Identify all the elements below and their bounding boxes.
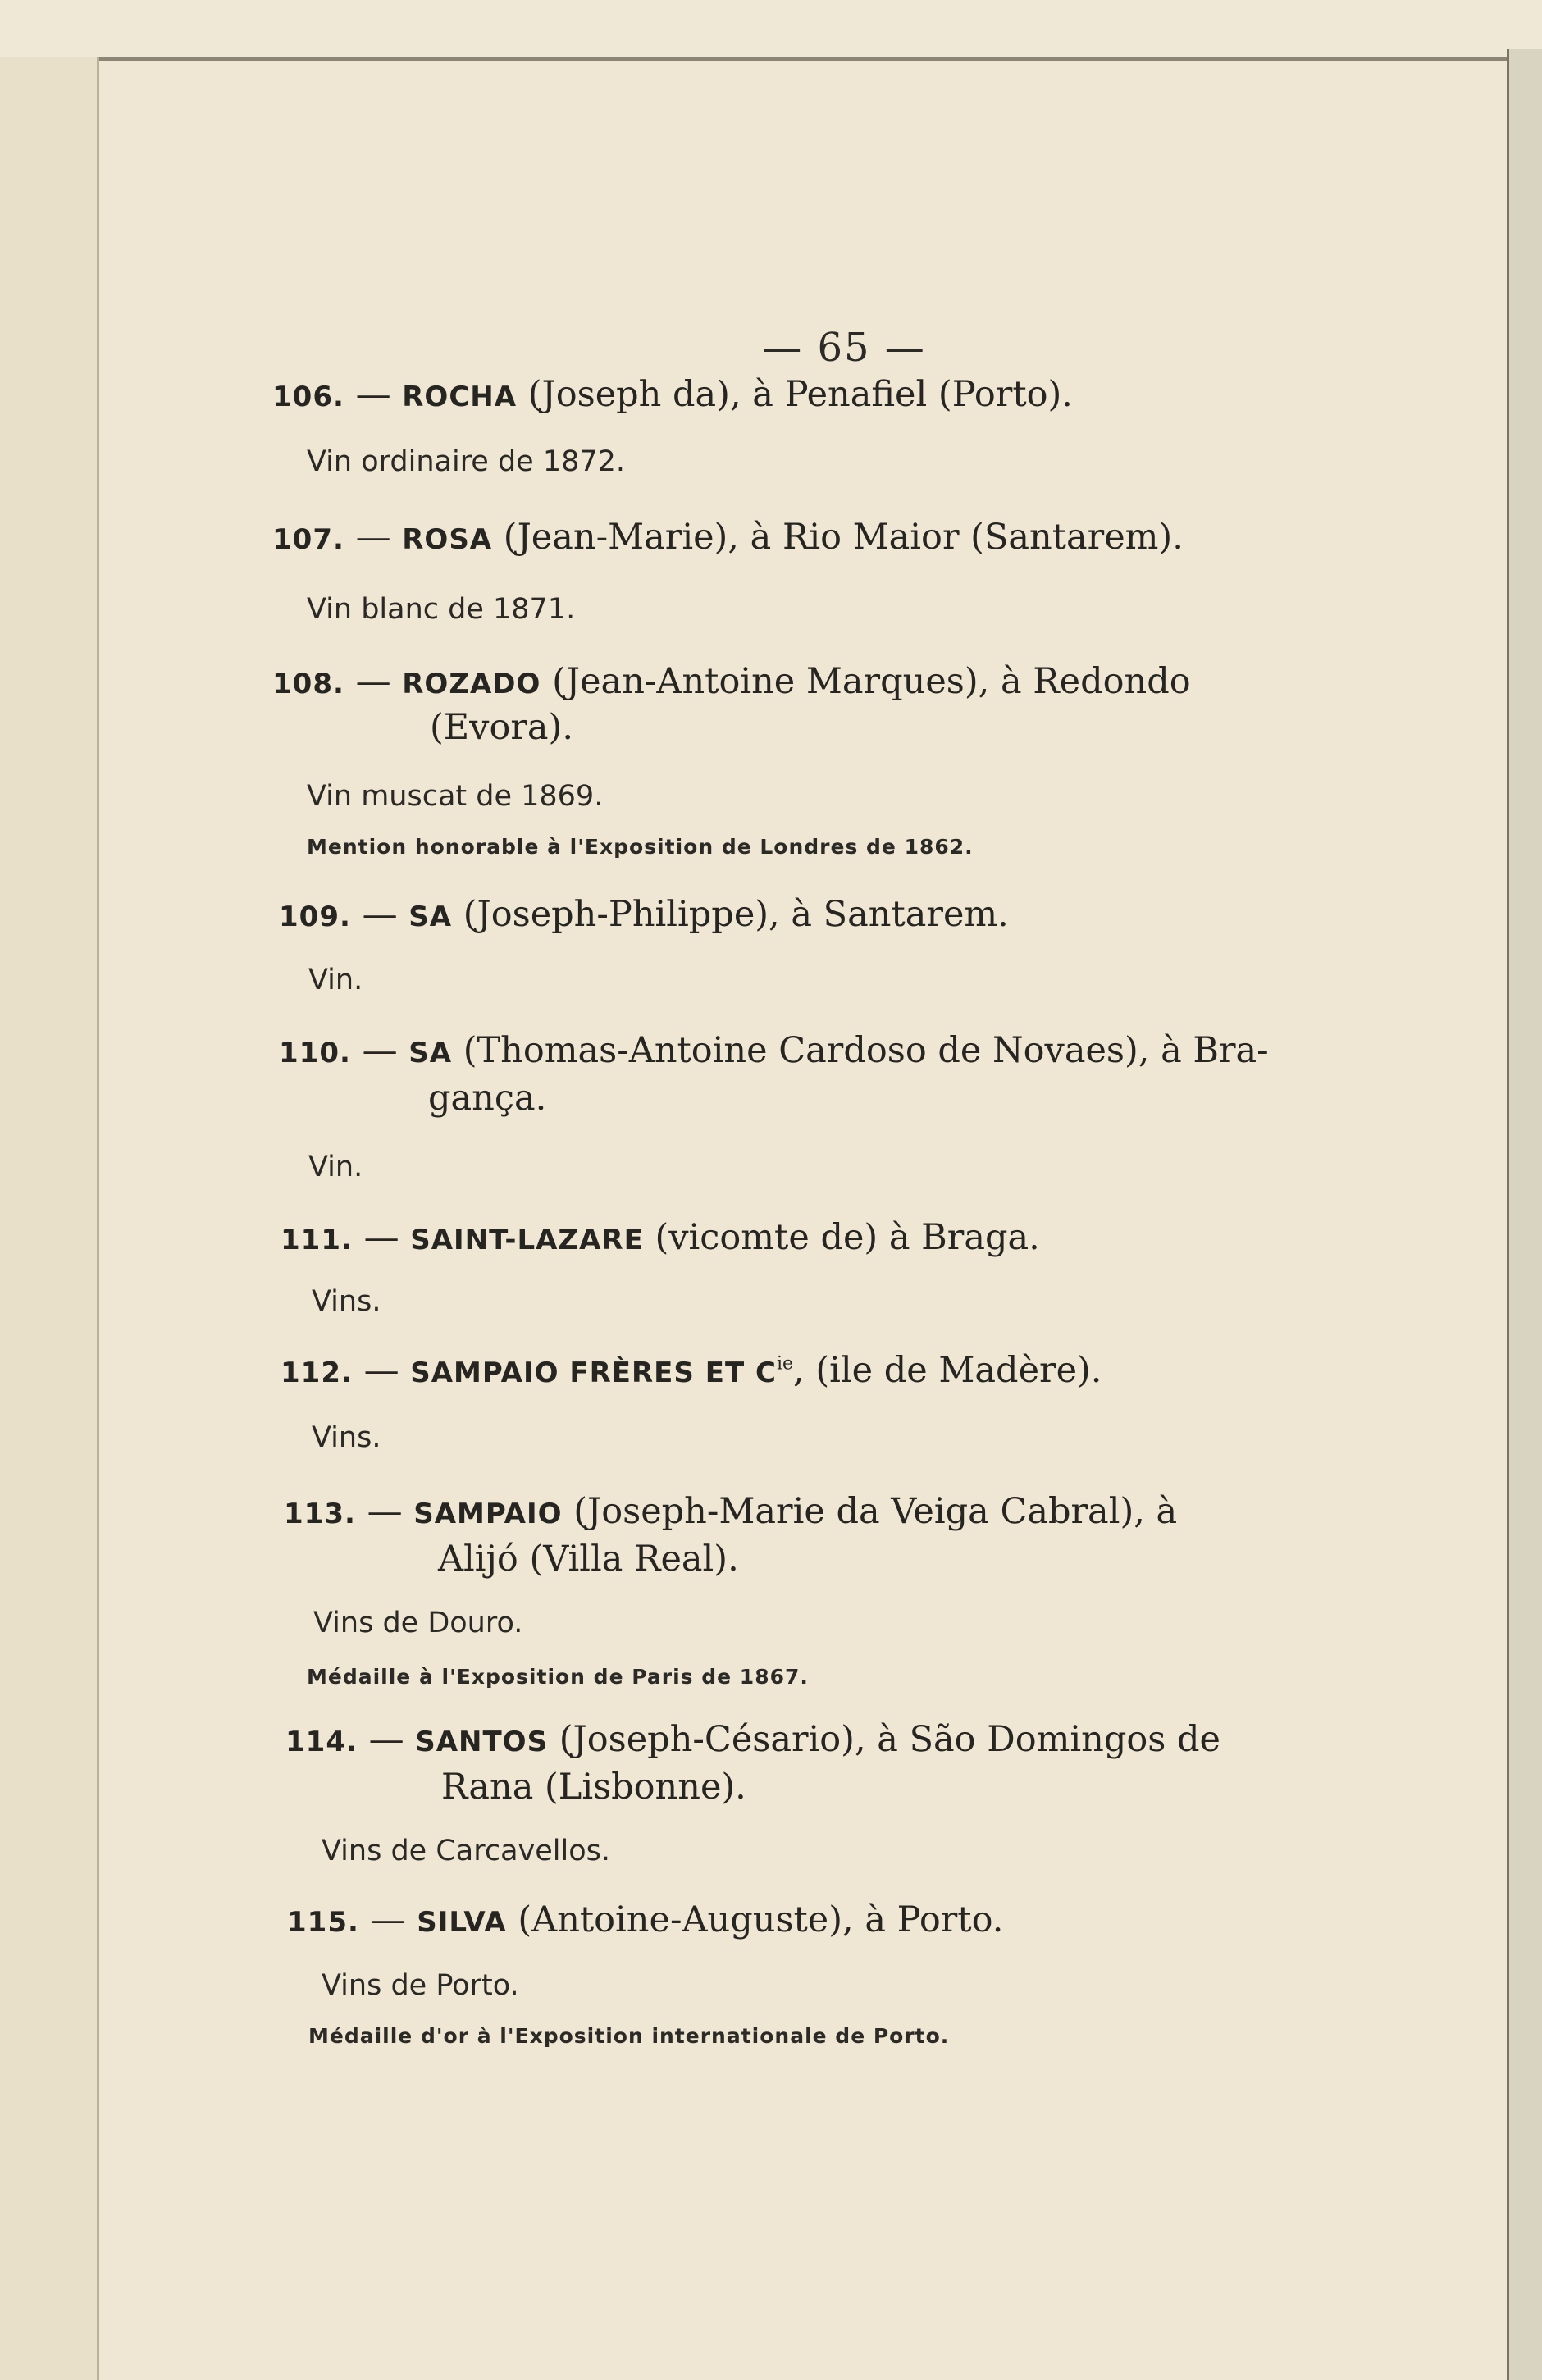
entry-106-product: Vin ordinaire de 1872. <box>307 445 626 478</box>
exhibitor-name: SAMPAIO FRÈRES ET C <box>410 1356 777 1389</box>
entry-114-heading-cont: Rana (Lisbonne). <box>441 1767 746 1808</box>
exhibitor-details: (Joseph da), à Penafiel (Porto). <box>527 374 1073 415</box>
entry-108-product: Vin muscat de 1869. <box>307 780 604 813</box>
entry-number: 113. <box>284 1498 356 1530</box>
entry-109-product: Vin. <box>308 964 363 996</box>
entry-number: 110. <box>279 1037 351 1069</box>
exhibitor-name: SA <box>408 900 453 933</box>
book-fore-edge <box>1507 49 1542 2380</box>
entry-112-heading <box>281 1350 1102 1391</box>
exhibitor-name: ROSA <box>402 523 493 556</box>
entry-108-heading-cont: (Evora). <box>430 707 573 748</box>
entry-110-product: Vin. <box>308 1151 363 1183</box>
exhibitor-details: (Joseph-Marie da Veiga Cabral), à <box>573 1491 1178 1532</box>
entry-113-heading-cont: Alijó (Villa Real). <box>438 1539 739 1580</box>
exhibitor-details: (Joseph-Césario), à São Domingos de <box>559 1719 1220 1760</box>
entry-111-heading <box>281 1217 1040 1258</box>
entry-dash: — <box>355 374 391 415</box>
page-number: — 65 — <box>762 325 926 371</box>
exhibitor-name: SAINT-LAZARE <box>410 1224 644 1256</box>
entry-number: 107. <box>272 523 344 556</box>
entry-111-product: Vins. <box>312 1285 381 1318</box>
exhibitor-details: (Thomas-Antoine Cardoso de Novaes), à Bra- <box>463 1030 1269 1071</box>
exhibitor-name: SAMPAIO <box>413 1498 563 1530</box>
entry-113-heading <box>284 1491 1178 1532</box>
entry-number: 106. <box>272 381 344 413</box>
exhibitor-details: (Jean-Antoine Marques), à Redondo <box>552 661 1191 702</box>
entry-number: 115. <box>287 1906 359 1939</box>
entry-108-heading <box>272 661 1191 702</box>
entry-110-heading-cont: gança. <box>428 1078 547 1119</box>
entry-dash: — <box>355 517 391 558</box>
entry-106-heading <box>272 374 1073 415</box>
exhibitor-details: (vicomte de) à Braga. <box>655 1217 1040 1258</box>
exhibitor-name: SILVA <box>417 1906 507 1939</box>
entry-114-heading <box>285 1719 1220 1760</box>
entry-dash: — <box>368 1719 404 1760</box>
entry-115-heading <box>287 1899 1004 1940</box>
entry-115-product: Vins de Porto. <box>322 1969 519 2002</box>
entry-113-award: Médaille à l'Exposition de Paris de 1867. <box>307 1665 809 1689</box>
entry-dash: — <box>362 1030 398 1071</box>
entry-115-award: Médaille d'or à l'Exposition internationale de Porto. <box>308 2024 950 2048</box>
top-edge <box>0 0 1542 61</box>
exhibitor-name: ROZADO <box>402 668 541 700</box>
entry-112-product: Vins. <box>312 1421 381 1454</box>
entry-dash: — <box>362 894 398 935</box>
entry-dash: — <box>355 661 391 702</box>
exhibitor-name: ROCHA <box>402 381 518 413</box>
entry-108-award: Mention honorable à l'Exposition de Londres de 1862. <box>307 835 974 859</box>
entry-number: 108. <box>272 668 344 700</box>
entry-dash: — <box>363 1350 399 1391</box>
entry-110-heading <box>279 1030 1269 1071</box>
entry-107-heading <box>272 517 1184 558</box>
entry-107-product: Vin blanc de 1871. <box>307 593 576 626</box>
exhibitor-name: SA <box>408 1037 453 1069</box>
exhibitor-details: (Jean-Marie), à Rio Maior (Santarem). <box>503 517 1184 558</box>
exhibitor-details: (Antoine-Auguste), à Porto. <box>518 1899 1004 1940</box>
entry-114-product: Vins de Carcavellos. <box>322 1835 610 1867</box>
exhibitor-details: , (ile de Madère). <box>793 1350 1102 1391</box>
entry-dash: — <box>367 1491 403 1532</box>
company-superscript: ie <box>776 1353 794 1375</box>
entry-dash: — <box>363 1217 399 1258</box>
exhibitor-name: SANTOS <box>415 1726 549 1758</box>
entry-number: 112. <box>281 1356 353 1389</box>
entry-number: 111. <box>281 1224 353 1256</box>
entry-113-product: Vins de Douro. <box>313 1607 523 1639</box>
entry-number: 114. <box>285 1726 358 1758</box>
entry-109-heading <box>279 894 1009 935</box>
previous-page-edge <box>0 57 99 2380</box>
exhibitor-details: (Joseph-Philippe), à Santarem. <box>463 894 1009 935</box>
entry-number: 109. <box>279 900 351 933</box>
entry-dash: — <box>370 1899 406 1940</box>
